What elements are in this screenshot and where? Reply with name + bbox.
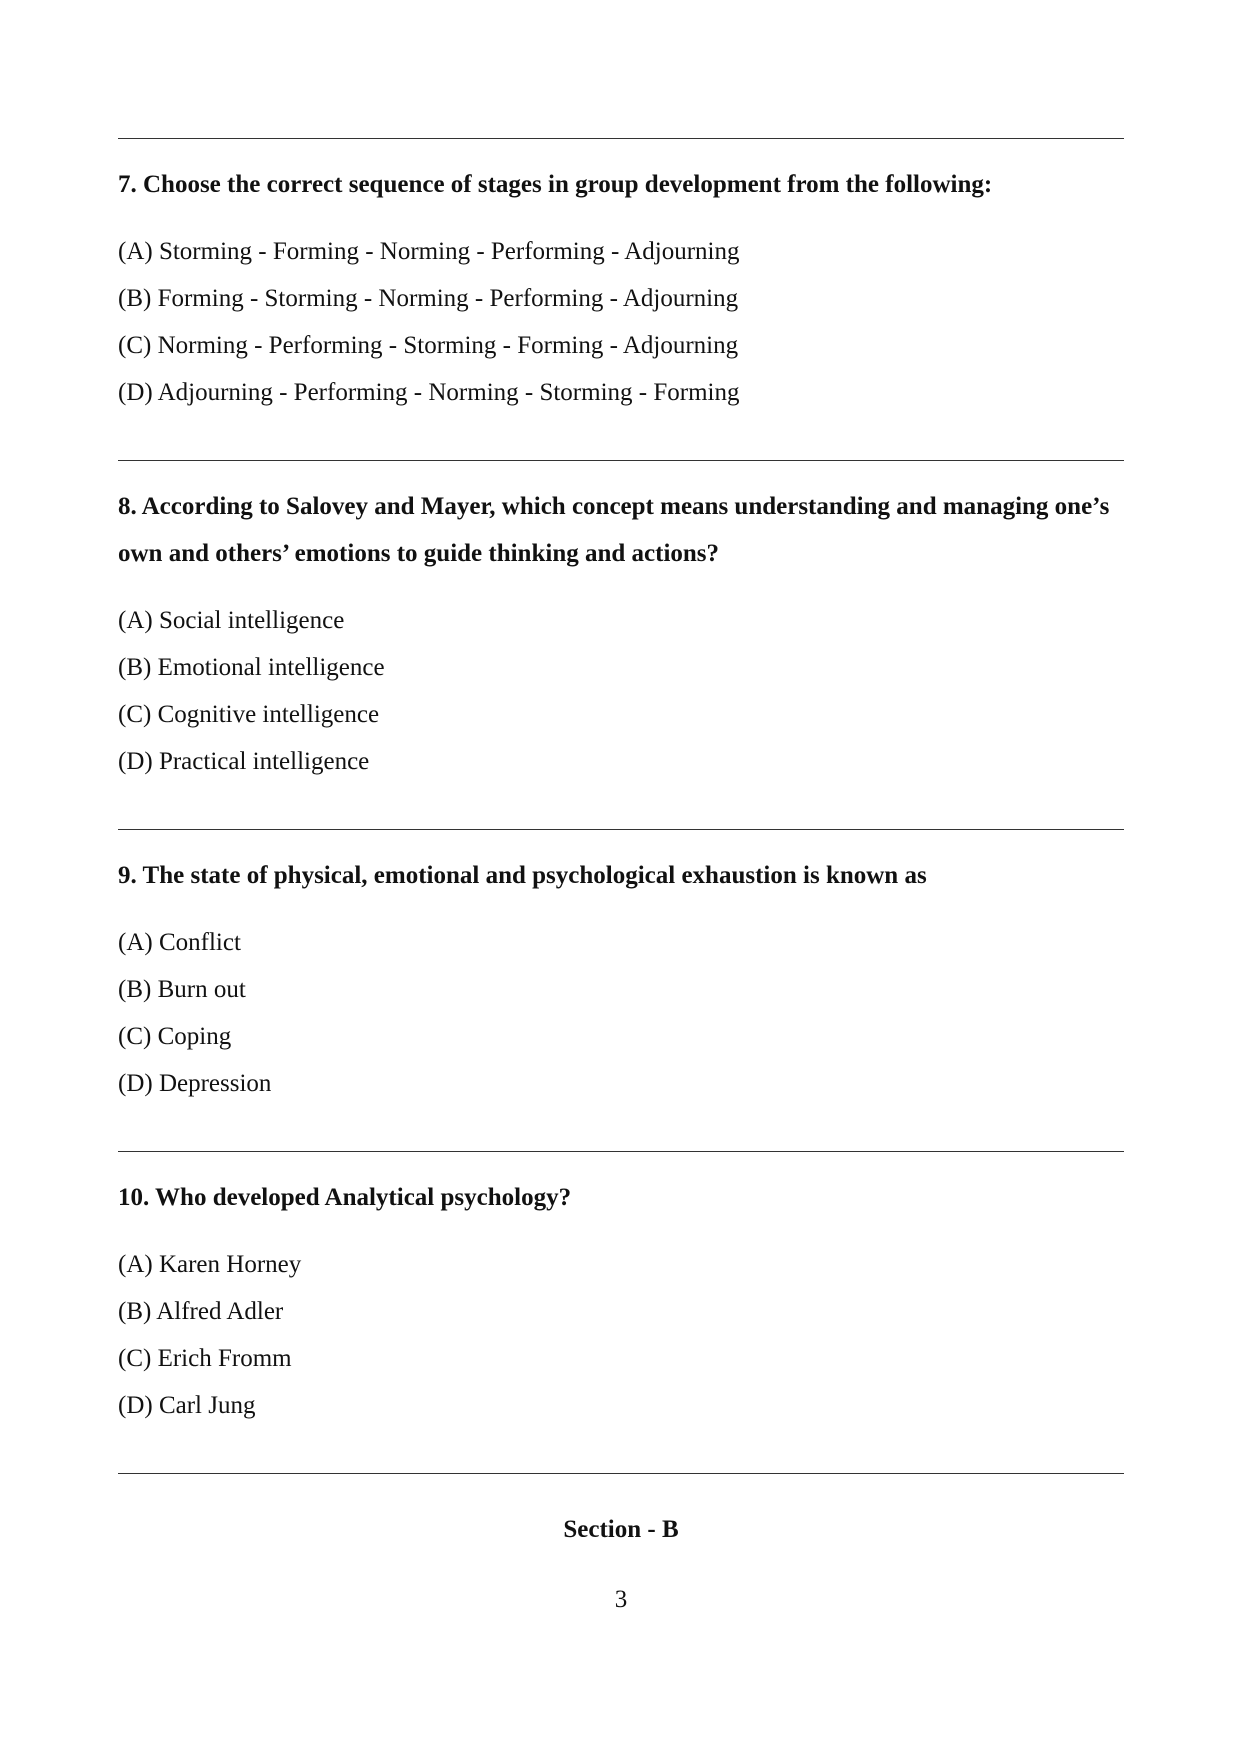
question-text: 9. The state of physical, emotional and psychological exhaustion is known as <box>118 862 927 889</box>
option-a: (A) Social intelligence <box>118 607 345 634</box>
option-d: (D) Practical intelligence <box>118 748 370 775</box>
page-number: 3 <box>614 1586 628 1613</box>
option-b: (B) Emotional intelligence <box>118 654 385 681</box>
option-a: (A) Storming - Forming - Norming - Performing - Adjourning <box>118 238 740 265</box>
option-d: (D) Adjourning - Performing - Norming - Storming - Forming <box>118 379 740 406</box>
option-d: (D) Carl Jung <box>118 1392 256 1419</box>
option-b: (B) Alfred Adler <box>118 1298 284 1325</box>
option-a: (A) Karen Horney <box>118 1251 302 1278</box>
question-text: 7. Choose the correct sequence of stages in group development from the following: <box>118 171 993 198</box>
option-c: (C) Norming - Performing - Storming - Forming - Adjourning <box>118 332 739 359</box>
exam-page <box>118 138 1124 1620</box>
option-c: (C) Coping <box>118 1023 232 1050</box>
divider <box>118 1473 1124 1474</box>
question-text: 10. Who developed Analytical psychology? <box>118 1184 572 1211</box>
option-d: (D) Depression <box>118 1070 272 1097</box>
question-7 <box>118 139 1124 460</box>
option-a: (A) Conflict <box>118 929 241 956</box>
option-b: (B) Burn out <box>118 976 246 1003</box>
question-10 <box>118 1152 1124 1473</box>
option-c: (C) Erich Fromm <box>118 1345 292 1372</box>
question-text: 8. According to Salovey and Mayer, which concept means understanding and managing one’s own and others’ emotions to guide thinking and actions? <box>118 493 1110 567</box>
option-c: (C) Cognitive intelligence <box>118 701 380 728</box>
question-9 <box>118 830 1124 1151</box>
question-8 <box>118 461 1124 829</box>
option-b: (B) Forming - Storming - Norming - Performing - Adjourning <box>118 285 739 312</box>
section-title: Section - B <box>563 1516 679 1543</box>
